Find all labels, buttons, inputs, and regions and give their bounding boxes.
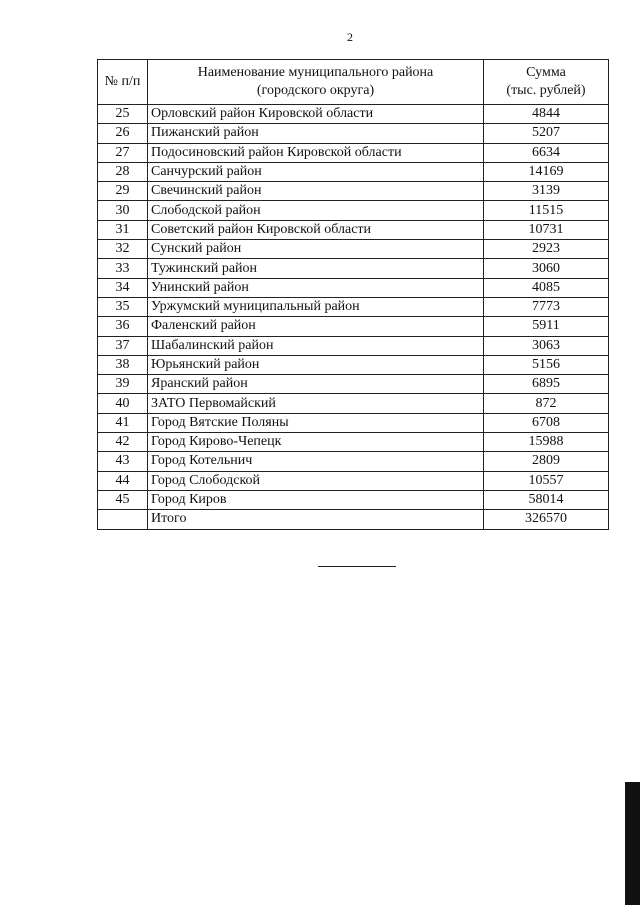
table-header-row: [98, 60, 609, 105]
table-row: [98, 452, 609, 471]
table-row: [98, 278, 609, 297]
table-row: [98, 124, 609, 143]
row-sum-cell: 2923: [484, 240, 609, 259]
row-name-cell: Город Слободской: [148, 471, 484, 490]
row-number-cell: 27: [98, 143, 148, 162]
table-row: [98, 355, 609, 374]
table-row: [98, 317, 609, 336]
row-number-cell: 34: [98, 278, 148, 297]
row-sum-cell: 7773: [484, 297, 609, 316]
table-row: [98, 433, 609, 452]
table-row: [98, 240, 609, 259]
table-row: [98, 105, 609, 124]
row-sum-cell: 14169: [484, 162, 609, 181]
row-name-cell: Юрьянский район: [148, 355, 484, 374]
row-number-cell: 29: [98, 182, 148, 201]
row-name-cell: Город Кирово-Чепецк: [148, 433, 484, 452]
row-sum-cell: 3139: [484, 182, 609, 201]
row-name-cell: Тужинский район: [148, 259, 484, 278]
row-sum-cell: 5207: [484, 124, 609, 143]
row-name-cell: Свечинский район: [148, 182, 484, 201]
row-name-cell: Город Киров: [148, 490, 484, 509]
row-number-cell: 36: [98, 317, 148, 336]
row-sum-cell: 4085: [484, 278, 609, 297]
table-row: [98, 143, 609, 162]
row-name-cell: Санчурский район: [148, 162, 484, 181]
row-number-cell: 42: [98, 433, 148, 452]
row-name-cell: Орловский район Кировской области: [148, 105, 484, 124]
row-number-cell: 38: [98, 355, 148, 374]
row-number-cell: 41: [98, 413, 148, 432]
table-row: [98, 471, 609, 490]
row-name-cell: ЗАТО Первомайский: [148, 394, 484, 413]
row-sum-cell: 4844: [484, 105, 609, 124]
table-row: [98, 220, 609, 239]
row-name-cell: Пижанский район: [148, 124, 484, 143]
allocation-table: [97, 59, 609, 530]
row-number-cell: 31: [98, 220, 148, 239]
row-number-cell: 28: [98, 162, 148, 181]
row-number-cell: 37: [98, 336, 148, 355]
header-name-line2: (городского округа): [256, 83, 375, 98]
row-sum-cell: 872: [484, 394, 609, 413]
table-body: [98, 105, 609, 530]
row-number-cell: 45: [98, 490, 148, 509]
row-number-cell: 40: [98, 394, 148, 413]
row-name-cell: Уржумский муниципальный район: [148, 297, 484, 316]
row-sum-cell: 10731: [484, 220, 609, 239]
row-name-cell: Яранский район: [148, 375, 484, 394]
row-name-cell: Советский район Кировской области: [148, 220, 484, 239]
row-name-cell: Шабалинский район: [148, 336, 484, 355]
header-name-line1: Наименование муниципального района: [197, 65, 434, 80]
total-label-cell: Итого: [148, 510, 484, 529]
header-sum: [484, 60, 609, 105]
table-row: [98, 162, 609, 181]
row-sum-cell: 11515: [484, 201, 609, 220]
row-sum-cell: 3060: [484, 259, 609, 278]
row-name-cell: Фаленский район: [148, 317, 484, 336]
row-sum-cell: 15988: [484, 433, 609, 452]
row-name-cell: Подосиновский район Кировской области: [148, 143, 484, 162]
table-row: [98, 375, 609, 394]
row-sum-cell: 5156: [484, 355, 609, 374]
row-number-cell: 26: [98, 124, 148, 143]
row-name-cell: Город Вятские Поляны: [148, 413, 484, 432]
header-number: № п/п: [98, 60, 148, 105]
table-row: [98, 336, 609, 355]
row-sum-cell: 10557: [484, 471, 609, 490]
row-name-cell: Унинский район: [148, 278, 484, 297]
row-name-cell: Слободской район: [148, 201, 484, 220]
row-number-cell: 43: [98, 452, 148, 471]
table-row: [98, 413, 609, 432]
row-number-cell: 39: [98, 375, 148, 394]
scan-edge-mark: [625, 782, 640, 905]
table-row: [98, 490, 609, 509]
table-row: [98, 201, 609, 220]
table-row: [98, 394, 609, 413]
row-number-cell: 25: [98, 105, 148, 124]
header-sum-line2: (тыс. рублей): [506, 83, 586, 98]
row-number-cell: 30: [98, 201, 148, 220]
page-number: 2: [347, 30, 353, 44]
row-number-cell: 35: [98, 297, 148, 316]
table-row: [98, 182, 609, 201]
row-number-cell: 44: [98, 471, 148, 490]
total-number-cell: [98, 510, 148, 529]
row-sum-cell: 58014: [484, 490, 609, 509]
header-sum-line1: Сумма: [526, 65, 566, 80]
header-name: [148, 60, 484, 105]
table-row: [98, 259, 609, 278]
row-sum-cell: 2809: [484, 452, 609, 471]
row-sum-cell: 5911: [484, 317, 609, 336]
row-name-cell: Город Котельнич: [148, 452, 484, 471]
row-sum-cell: 6708: [484, 413, 609, 432]
row-name-cell: Сунский район: [148, 240, 484, 259]
table-row: [98, 297, 609, 316]
row-sum-cell: 3063: [484, 336, 609, 355]
total-row: [98, 510, 609, 529]
row-sum-cell: 6895: [484, 375, 609, 394]
row-number-cell: 32: [98, 240, 148, 259]
total-sum-cell: 326570: [484, 510, 609, 529]
row-sum-cell: 6634: [484, 143, 609, 162]
row-number-cell: 33: [98, 259, 148, 278]
closing-rule: [318, 566, 396, 567]
